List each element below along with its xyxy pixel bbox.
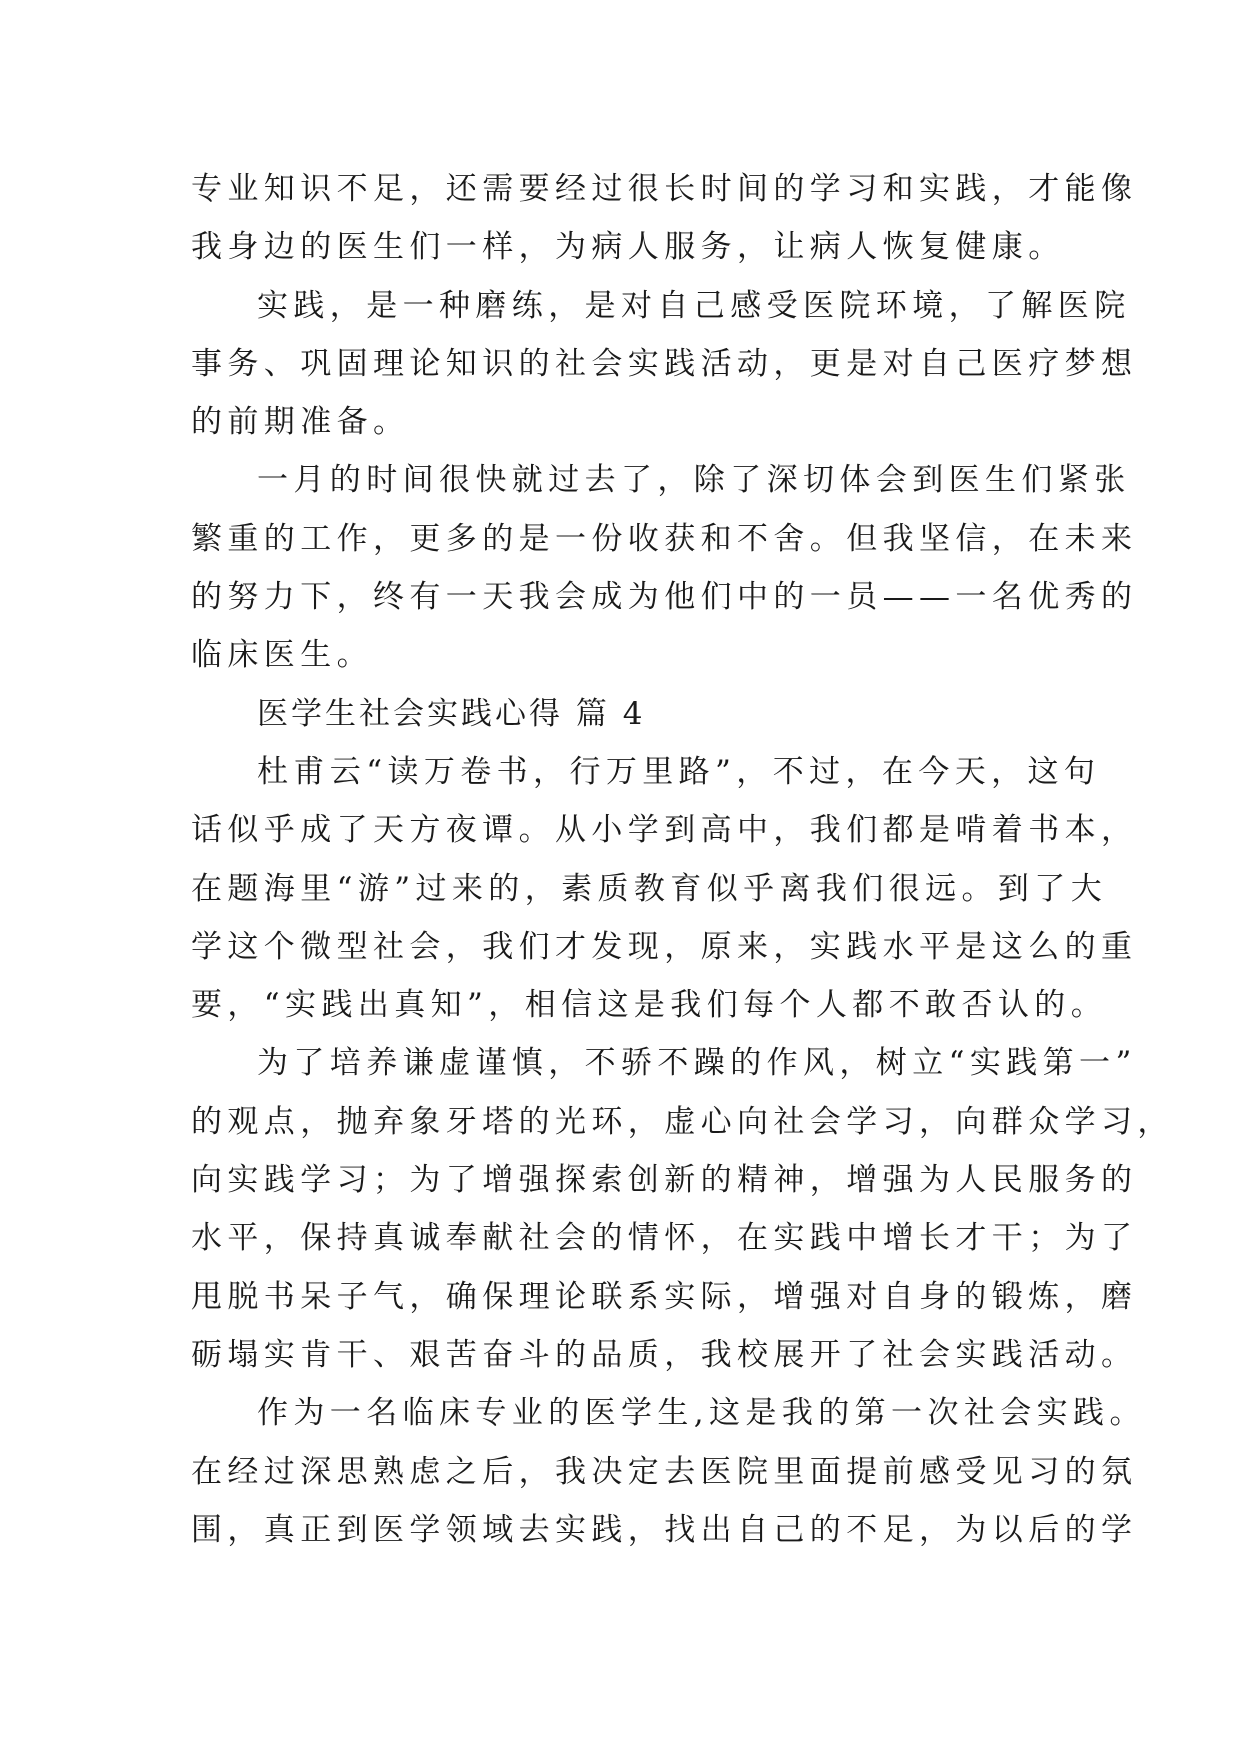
- text-line: 临床医生。: [191, 637, 373, 674]
- text-line: 的努力下，终有一天我会成为他们中的一员——一名优秀的: [191, 579, 1138, 616]
- text-line: 为了培养谦虚谨慎，不骄不躁的作风，树立“实践第一”: [257, 1045, 1137, 1082]
- text-line: 专业知识不足，还需要经过很长时间的学习和实践，才能像: [191, 171, 1138, 207]
- text-line: 砺塌实肯干、艰苦奋斗的品质，我校展开了社会实践活动。: [191, 1336, 1138, 1373]
- text-line: 事务、巩固理论知识的社会实践活动，更是对自己医疗梦想: [191, 345, 1138, 382]
- text-line: 繁重的工作，更多的是一份收获和不舍。但我坚信，在未来: [191, 520, 1138, 557]
- document-body: [191, 160, 1174, 1559]
- text-line: 在题海里“游”过来的，素质教育似乎离我们很远。到了大: [191, 870, 1108, 907]
- text-line: 实践，是一种磨练，是对自己感受医院环境，了解医院: [257, 287, 1131, 324]
- text-line: 在经过深思熟虑之后，我决定去医院里面提前感受见习的氛: [191, 1453, 1138, 1490]
- text-line: 一月的时间很快就过去了，除了深切体会到医生们紧张: [257, 462, 1131, 499]
- text-line: 向实践学习；为了增强探索创新的精神，增强为人民服务的: [191, 1162, 1138, 1199]
- text-line: 我身边的医生们一样，为病人服务，让病人恢复健康。: [191, 229, 1065, 266]
- text-line: 作为一名临床专业的医学生,这是我的第一次社会实践。: [257, 1395, 1146, 1432]
- text-line: 的前期准备。: [191, 404, 410, 441]
- text-line: 的观点，抛弃象牙塔的光环，虚心向社会学习，向群众学习，: [191, 1103, 1174, 1140]
- text-line: 要，“实践出真知”，相信这是我们每个人都不敢否认的。: [191, 987, 1108, 1024]
- text-line: 围，真正到医学领域去实践，找出自己的不足，为以后的学: [191, 1511, 1138, 1548]
- text-line: 话似乎成了天方夜谭。从小学到高中，我们都是啃着书本，: [191, 812, 1138, 849]
- text-line: 杜甫云“读万卷书，行万里路”，不过，在今天，这句: [257, 753, 1101, 790]
- text-line: 水平，保持真诚奉献社会的情怀，在实践中增长才干；为了: [191, 1220, 1138, 1257]
- text-line: 甩脱书呆子气，确保理论联系实际，增强对自身的锻炼，磨: [191, 1278, 1138, 1315]
- text-line: 学这个微型社会，我们才发现，原来，实践水平是这么的重: [191, 928, 1138, 965]
- section-heading: 医学生社会实践心得 篇 4: [257, 695, 646, 732]
